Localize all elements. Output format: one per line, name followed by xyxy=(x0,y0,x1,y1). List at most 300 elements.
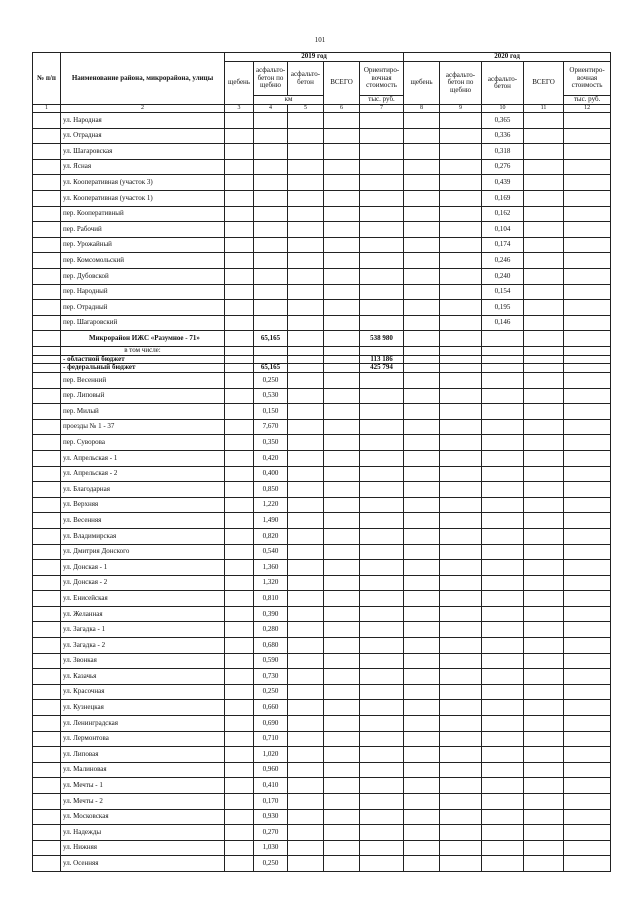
cell-col-1 xyxy=(33,253,61,269)
cell-col-7 xyxy=(360,809,404,825)
cell-col-8 xyxy=(404,638,440,654)
cell-col-4: 0,730 xyxy=(254,669,288,685)
cell-col-7 xyxy=(360,669,404,685)
header-stoimost-2019: Ориентиро-вочная стоимость xyxy=(360,62,404,96)
cell-col-9 xyxy=(440,315,482,331)
cell-col-8 xyxy=(404,175,440,191)
header-num: № п/п xyxy=(33,53,61,105)
cell-col-4: 0,690 xyxy=(254,716,288,732)
column-number: 2 xyxy=(61,105,225,113)
cell-col-1 xyxy=(33,544,61,560)
cell-col-10: 0,276 xyxy=(482,159,524,175)
cell-col-12 xyxy=(564,591,611,607)
header-year-2020: 2020 год xyxy=(404,53,611,62)
row-name: пер. Милый xyxy=(61,404,225,420)
cell-col-11 xyxy=(524,825,564,841)
cell-col-9 xyxy=(440,113,482,129)
cell-col-4 xyxy=(254,355,288,364)
cell-col-11 xyxy=(524,856,564,872)
header-stoimost-2020: Ориентиро-вочная стоимость xyxy=(564,62,611,96)
cell-col-6 xyxy=(324,684,360,700)
cell-col-5 xyxy=(288,268,324,284)
cell-col-12 xyxy=(564,113,611,129)
cell-col-5 xyxy=(288,253,324,269)
cell-col-8 xyxy=(404,528,440,544)
cell-col-3 xyxy=(225,809,254,825)
cell-col-3 xyxy=(225,528,254,544)
cell-col-10: 0,439 xyxy=(482,175,524,191)
cell-col-3 xyxy=(225,190,254,206)
cell-col-10 xyxy=(482,528,524,544)
cell-col-3 xyxy=(225,560,254,576)
cell-col-4 xyxy=(254,144,288,160)
cell-col-8 xyxy=(404,346,440,355)
header-vsego-2020: ВСЕГО xyxy=(524,62,564,105)
cell-col-5 xyxy=(288,778,324,794)
cell-col-8 xyxy=(404,606,440,622)
cell-col-7: 113 186 xyxy=(360,355,404,364)
table-row xyxy=(33,450,611,466)
cell-col-3 xyxy=(225,175,254,191)
cell-col-11 xyxy=(524,778,564,794)
cell-col-7 xyxy=(360,560,404,576)
cell-col-10 xyxy=(482,638,524,654)
cell-col-3 xyxy=(225,653,254,669)
cell-col-4 xyxy=(254,175,288,191)
table-row xyxy=(33,346,611,355)
cell-col-7 xyxy=(360,300,404,316)
cell-col-12 xyxy=(564,778,611,794)
cell-col-6 xyxy=(324,528,360,544)
cell-col-1 xyxy=(33,404,61,420)
table-row xyxy=(33,190,611,206)
cell-col-3 xyxy=(225,731,254,747)
header-shcheben-2020: щебень xyxy=(404,62,440,105)
cell-col-12 xyxy=(564,268,611,284)
cell-col-1 xyxy=(33,856,61,872)
cell-col-5 xyxy=(288,190,324,206)
cell-col-5 xyxy=(288,840,324,856)
header-asfalt-2020: асфальто-бетон xyxy=(482,62,524,105)
cell-col-4 xyxy=(254,128,288,144)
cell-col-4: 7,670 xyxy=(254,419,288,435)
header-unit-km: км xyxy=(254,96,324,105)
header-shcheben-2019: щебень xyxy=(225,62,254,105)
row-name: ул. Верхняя xyxy=(61,497,225,513)
cell-col-8 xyxy=(404,222,440,238)
cell-col-5 xyxy=(288,606,324,622)
cell-col-7 xyxy=(360,284,404,300)
table-row xyxy=(33,331,611,347)
cell-col-6 xyxy=(324,731,360,747)
row-name: ул. Ленинградская xyxy=(61,716,225,732)
cell-col-6 xyxy=(324,419,360,435)
cell-col-6 xyxy=(324,638,360,654)
cell-col-4 xyxy=(254,284,288,300)
cell-col-5 xyxy=(288,450,324,466)
cell-col-3 xyxy=(225,544,254,560)
cell-col-3 xyxy=(225,638,254,654)
row-name: - областной бюджет xyxy=(61,355,225,364)
cell-col-1 xyxy=(33,716,61,732)
cell-col-4: 0,250 xyxy=(254,684,288,700)
cell-col-5 xyxy=(288,482,324,498)
cell-col-1 xyxy=(33,159,61,175)
cell-col-11 xyxy=(524,450,564,466)
cell-col-9 xyxy=(440,237,482,253)
cell-col-1 xyxy=(33,355,61,364)
cell-col-5 xyxy=(288,856,324,872)
cell-col-10 xyxy=(482,809,524,825)
row-name: пер. Урожайный xyxy=(61,237,225,253)
cell-col-8 xyxy=(404,794,440,810)
cell-col-10 xyxy=(482,731,524,747)
cell-col-9 xyxy=(440,528,482,544)
cell-col-6 xyxy=(324,809,360,825)
cell-col-11 xyxy=(524,364,564,373)
cell-col-9 xyxy=(440,144,482,160)
table-row xyxy=(33,544,611,560)
row-name: ул. Кузнецкая xyxy=(61,700,225,716)
cell-col-12 xyxy=(564,700,611,716)
cell-col-9 xyxy=(440,284,482,300)
cell-col-11 xyxy=(524,700,564,716)
cell-col-9 xyxy=(440,300,482,316)
cell-col-5 xyxy=(288,355,324,364)
column-number: 9 xyxy=(440,105,482,113)
cell-col-6 xyxy=(324,372,360,388)
cell-col-6 xyxy=(324,284,360,300)
cell-col-4: 1,360 xyxy=(254,560,288,576)
cell-col-12 xyxy=(564,222,611,238)
cell-col-12 xyxy=(564,128,611,144)
cell-col-10 xyxy=(482,669,524,685)
cell-col-7 xyxy=(360,388,404,404)
cell-col-4: 0,590 xyxy=(254,653,288,669)
cell-col-3 xyxy=(225,482,254,498)
row-name: пер. Народный xyxy=(61,284,225,300)
cell-col-4: 1,320 xyxy=(254,575,288,591)
cell-col-8 xyxy=(404,653,440,669)
cell-col-5 xyxy=(288,144,324,160)
cell-col-9 xyxy=(440,331,482,347)
cell-col-4: 0,960 xyxy=(254,762,288,778)
cell-col-5 xyxy=(288,731,324,747)
cell-col-4: 0,150 xyxy=(254,404,288,420)
cell-col-3 xyxy=(225,388,254,404)
cell-col-1 xyxy=(33,669,61,685)
cell-col-9 xyxy=(440,466,482,482)
row-name: ул. Звонкая xyxy=(61,653,225,669)
cell-col-11 xyxy=(524,190,564,206)
cell-col-8 xyxy=(404,840,440,856)
cell-col-6 xyxy=(324,128,360,144)
cell-col-7 xyxy=(360,206,404,222)
cell-col-3 xyxy=(225,840,254,856)
cell-col-9 xyxy=(440,372,482,388)
cell-col-12 xyxy=(564,544,611,560)
cell-col-5 xyxy=(288,591,324,607)
cell-col-5 xyxy=(288,113,324,129)
cell-col-8 xyxy=(404,144,440,160)
cell-col-6 xyxy=(324,435,360,451)
cell-col-1 xyxy=(33,364,61,373)
column-number: 10 xyxy=(482,105,524,113)
row-name: пер. Рабочий xyxy=(61,222,225,238)
cell-col-10 xyxy=(482,419,524,435)
cell-col-12 xyxy=(564,435,611,451)
row-name: ул. Красочная xyxy=(61,684,225,700)
cell-col-5 xyxy=(288,206,324,222)
cell-col-5 xyxy=(288,419,324,435)
cell-col-5 xyxy=(288,159,324,175)
cell-col-4 xyxy=(254,253,288,269)
row-name: ул. Лермонтова xyxy=(61,731,225,747)
cell-col-9 xyxy=(440,128,482,144)
cell-col-10 xyxy=(482,840,524,856)
cell-col-10 xyxy=(482,794,524,810)
cell-col-6 xyxy=(324,268,360,284)
cell-col-6 xyxy=(324,388,360,404)
cell-col-9 xyxy=(440,268,482,284)
cell-col-10: 0,162 xyxy=(482,206,524,222)
cell-col-4: 0,710 xyxy=(254,731,288,747)
cell-col-11 xyxy=(524,482,564,498)
cell-col-10: 0,365 xyxy=(482,113,524,129)
cell-col-1 xyxy=(33,128,61,144)
cell-col-1 xyxy=(33,466,61,482)
table-row xyxy=(33,840,611,856)
cell-col-4: 0,390 xyxy=(254,606,288,622)
cell-col-7 xyxy=(360,747,404,763)
table-row xyxy=(33,684,611,700)
cell-col-12 xyxy=(564,840,611,856)
cell-col-1 xyxy=(33,513,61,529)
cell-col-10 xyxy=(482,435,524,451)
cell-col-8 xyxy=(404,560,440,576)
cell-col-5 xyxy=(288,315,324,331)
cell-col-9 xyxy=(440,700,482,716)
row-name: пер. Суворова xyxy=(61,435,225,451)
cell-col-8 xyxy=(404,762,440,778)
cell-col-12 xyxy=(564,175,611,191)
cell-col-7 xyxy=(360,268,404,284)
cell-col-3 xyxy=(225,497,254,513)
cell-col-4: 0,350 xyxy=(254,435,288,451)
table-row xyxy=(33,388,611,404)
cell-col-7 xyxy=(360,253,404,269)
cell-col-12 xyxy=(564,300,611,316)
cell-col-6 xyxy=(324,497,360,513)
cell-col-10 xyxy=(482,404,524,420)
table-row xyxy=(33,762,611,778)
cell-col-5 xyxy=(288,622,324,638)
cell-col-10 xyxy=(482,575,524,591)
table-row xyxy=(33,466,611,482)
cell-col-4: 0,820 xyxy=(254,528,288,544)
cell-col-7 xyxy=(360,716,404,732)
cell-col-10: 0,336 xyxy=(482,128,524,144)
cell-col-7 xyxy=(360,315,404,331)
cell-col-7 xyxy=(360,825,404,841)
cell-col-5 xyxy=(288,364,324,373)
cell-col-9 xyxy=(440,638,482,654)
cell-col-9 xyxy=(440,606,482,622)
cell-col-12 xyxy=(564,482,611,498)
row-name: пер. Весенний xyxy=(61,372,225,388)
row-name: ул. Благодарная xyxy=(61,482,225,498)
cell-col-11 xyxy=(524,653,564,669)
cell-col-12 xyxy=(564,450,611,466)
cell-col-5 xyxy=(288,128,324,144)
cell-col-5 xyxy=(288,466,324,482)
cell-col-12 xyxy=(564,528,611,544)
cell-col-3 xyxy=(225,284,254,300)
header-name: Наименование района, микрорайона, улицы xyxy=(61,53,225,105)
cell-col-3 xyxy=(225,331,254,347)
cell-col-8 xyxy=(404,300,440,316)
cell-col-9 xyxy=(440,450,482,466)
cell-col-5 xyxy=(288,300,324,316)
cell-col-8 xyxy=(404,159,440,175)
cell-col-3 xyxy=(225,450,254,466)
row-name: ул. Дмитрия Донского xyxy=(61,544,225,560)
cell-col-11 xyxy=(524,747,564,763)
table-row xyxy=(33,315,611,331)
cell-col-7 xyxy=(360,606,404,622)
cell-col-1 xyxy=(33,372,61,388)
cell-col-3 xyxy=(225,372,254,388)
cell-col-11 xyxy=(524,638,564,654)
table-row xyxy=(33,622,611,638)
cell-col-3 xyxy=(225,404,254,420)
cell-col-11 xyxy=(524,435,564,451)
cell-col-1 xyxy=(33,591,61,607)
column-number: 3 xyxy=(225,105,254,113)
cell-col-12 xyxy=(564,622,611,638)
cell-col-10 xyxy=(482,331,524,347)
cell-col-1 xyxy=(33,606,61,622)
cell-col-6 xyxy=(324,544,360,560)
cell-col-4: 0,270 xyxy=(254,825,288,841)
cell-col-9 xyxy=(440,825,482,841)
cell-col-7 xyxy=(360,466,404,482)
cell-col-10 xyxy=(482,513,524,529)
cell-col-12 xyxy=(564,513,611,529)
table-row xyxy=(33,809,611,825)
cell-col-8 xyxy=(404,544,440,560)
cell-col-7 xyxy=(360,482,404,498)
cell-col-1 xyxy=(33,284,61,300)
cell-col-1 xyxy=(33,778,61,794)
table-row xyxy=(33,435,611,451)
cell-col-9 xyxy=(440,346,482,355)
cell-col-11 xyxy=(524,175,564,191)
table-row xyxy=(33,419,611,435)
table-row xyxy=(33,268,611,284)
row-name: ул. Весенняя xyxy=(61,513,225,529)
cell-col-8 xyxy=(404,591,440,607)
cell-col-10: 0,174 xyxy=(482,237,524,253)
cell-col-8 xyxy=(404,778,440,794)
cell-col-4 xyxy=(254,113,288,129)
table-row xyxy=(33,355,611,364)
table-row xyxy=(33,653,611,669)
cell-col-12 xyxy=(564,497,611,513)
cell-col-5 xyxy=(288,497,324,513)
table-row xyxy=(33,175,611,191)
cell-col-7 xyxy=(360,346,404,355)
cell-col-7 xyxy=(360,778,404,794)
cell-col-5 xyxy=(288,404,324,420)
cell-col-7 xyxy=(360,237,404,253)
cell-col-6 xyxy=(324,513,360,529)
cell-col-11 xyxy=(524,268,564,284)
table-header xyxy=(33,53,611,113)
cell-col-12 xyxy=(564,388,611,404)
table-row xyxy=(33,372,611,388)
table-row xyxy=(33,128,611,144)
cell-col-1 xyxy=(33,653,61,669)
cell-col-6 xyxy=(324,222,360,238)
cell-col-11 xyxy=(524,284,564,300)
cell-col-10 xyxy=(482,372,524,388)
cell-col-7 xyxy=(360,856,404,872)
cell-col-6 xyxy=(324,175,360,191)
cell-col-5 xyxy=(288,222,324,238)
cell-col-11 xyxy=(524,528,564,544)
cell-col-12 xyxy=(564,466,611,482)
cell-col-7 xyxy=(360,762,404,778)
cell-col-10 xyxy=(482,466,524,482)
cell-col-9 xyxy=(440,435,482,451)
cell-col-8 xyxy=(404,355,440,364)
cell-col-3 xyxy=(225,747,254,763)
row-name: ул. Владимирская xyxy=(61,528,225,544)
table-row xyxy=(33,284,611,300)
cell-col-11 xyxy=(524,237,564,253)
cell-col-3 xyxy=(225,144,254,160)
cell-col-1 xyxy=(33,144,61,160)
table-row xyxy=(33,237,611,253)
cell-col-1 xyxy=(33,840,61,856)
cell-col-5 xyxy=(288,388,324,404)
table-row xyxy=(33,731,611,747)
cell-col-12 xyxy=(564,346,611,355)
cell-col-1 xyxy=(33,237,61,253)
cell-col-6 xyxy=(324,404,360,420)
cell-col-10 xyxy=(482,364,524,373)
row-name: ул. Липовая xyxy=(61,747,225,763)
cell-col-7 xyxy=(360,653,404,669)
cell-col-12 xyxy=(564,606,611,622)
cell-col-12 xyxy=(564,809,611,825)
cell-col-9 xyxy=(440,513,482,529)
cell-col-9 xyxy=(440,669,482,685)
cell-col-1 xyxy=(33,575,61,591)
cell-col-3 xyxy=(225,237,254,253)
table-row xyxy=(33,575,611,591)
cell-col-1 xyxy=(33,419,61,435)
header-year-2019: 2019 год xyxy=(225,53,404,62)
table-row xyxy=(33,825,611,841)
cell-col-11 xyxy=(524,513,564,529)
cell-col-3 xyxy=(225,606,254,622)
cell-col-9 xyxy=(440,206,482,222)
cell-col-11 xyxy=(524,300,564,316)
cell-col-1 xyxy=(33,315,61,331)
cell-col-7 xyxy=(360,159,404,175)
